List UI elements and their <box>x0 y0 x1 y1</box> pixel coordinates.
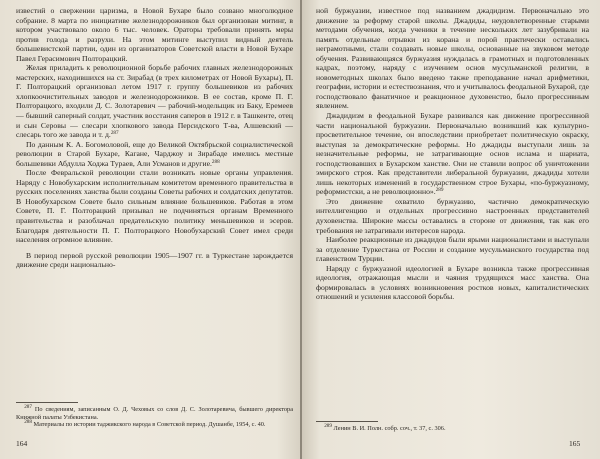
footnote-rule <box>316 421 378 422</box>
paragraph: ной буржуазии, известное под названием джадидизм. Первоначально это движение за реформу старой школы. Джадиды, неудовлетворенные старыми методами обучения, когда ученики в течение нескольких лет зазубривали на память отдельные отрывки из корана и порой практически оставались неграмотными, стали создавать новые школы, основанные на звуковом методе обучения. Развивающаяся буржуазия нуждалась в грамотных и подготовленных кадрах, поэтому, наряду с изучением основ мусульманской религии, в новометодных школах было введено также преподавание начал арифметики, географии, истории и естествознания, что и учитывалось феодальной Бухарой, где господствовало фанатичное и реакционное духовенство, было прогрессивным явлением. <box>316 6 589 111</box>
footnote-ref: 289 <box>435 187 444 194</box>
footnote-ref: 287 <box>110 130 119 137</box>
page-number: 165 <box>569 439 581 448</box>
left-footnotes <box>16 402 293 429</box>
paragraph: Наиболее реакционные из джадидов были ярыми националистами и выступали за отделение Туркестана от России и создание мусульманского государства под главенством Турции. <box>316 235 589 264</box>
footnote-ref: 288 <box>211 158 220 165</box>
right-page-text <box>316 6 589 302</box>
paragraph: После Февральской революции стали возникать новые органы управления. Наряду с Новобухарским исполнительным комитетом временного правительства в русских поселениях ханства были созданы Советы рабочих и солдатских депутатов. В Новобухарском Совете было сильным влияние большевиков. Работая в этом Совете, П. Г. Полторацкий призывал не подчиняться органам Временного правительства и разоблачал предательскую политику меньшевиков и эсеров. Благодаря деятельности П. Г. Полторацкого Новобухарский Совет имел среди населения огромное влияние. <box>16 168 293 245</box>
footnote: $^{288}$ Материалы по истории таджикского народа в Советской период. Душанбе, 1954, с. 40. <box>24 419 266 429</box>
page-number: 164 <box>16 439 28 448</box>
paragraph: Джадидизм в феодальной Бухаре развивался как движение прогрессивной части национальной буржуазии. Первоначально возникший как культурно-просветительное течение, он впоследствии приобретает политическую окраску, выступая за демократические реформы. Но джадиды выступали лишь за незначительные реформы, не затрагивающие основ ислама и шариата, господствовавших в Бухарском ханстве. Они не ставили вопрос об уничтожении эмирского строя. Как представители либеральной буржуазии, джадиды хотели лишь некоторых изменений в государственном строе Бухары, «по-буржуазному, реформистски, а не революционно».$^{289}$ <box>316 111 589 197</box>
right-page <box>302 0 600 459</box>
footnote: $^{287}$ По сведениям, записанным О. Д. Чеховых со слов Д. С. Золотаревича, бывшего директора Книжной палаты Узбекистана. <box>16 404 293 421</box>
paragraph: Это движение охватило буржуазию, частично демократическую интеллигенцию и отдельных прогрессивно настроенных представителей духовенства. Широкие массы оставались в стороне от движения, так как его требования не затрагивали интересов народа. <box>316 196 589 235</box>
left-page-text <box>16 6 293 270</box>
paragraph: известий о свержении царизма, в Новой Бухаре было созвано многолюдное собрание. 8 марта по инициативе железнодорожников был организован митинг, в котором участвовало около 6 тыс. человек. Ораторы требовали принять меры против голода и разрухи. На этом митинге выступил видный деятель большевистской партии, один из организаторов Советской власти в Новой Бухаре Павел Герасимович Полторацкий. <box>16 6 293 63</box>
paragraph: По данным К. А. Богомоловой, еще до Великой Октябрьской социалистической революции в Старой Бухаре, Кагане, Чарджоу и Зирабаде имелись местные большевики Абдулла Ходжа Тураев, Али Усманов и другие.$^{288}$ <box>16 139 293 168</box>
paragraph: В период первой русской революции 1905—1907 гг. в Туркестане зарождается движение среди национально- <box>16 250 293 270</box>
footnote-rule <box>16 402 78 403</box>
paragraph: Наряду с буржуазной идеологией в Бухаре возникла также прогрессивная идеология, отражающая мысли и чаяния трудящихся масс ханства. Она формировалась в условиях возникновения ростков новых, капиталистических отношений и усиления классовой борьбы. <box>316 263 589 302</box>
right-footnotes <box>316 421 589 433</box>
paragraph: Желая приладить к революционной борьбе рабочих главных железнодорожных мастерских, находившихся на ст. Зирабад (в трех километрах от Новой Бухары), П. Г. Полторацкий организовал летом 1917 г. группу большевиков из рабочих хлопкоочистительных заводов и железнодорожников. В ее состав, кроме П. Г. Полторацкого, входили Д. С. Золотаревич — рабочий-модельщик из Баку, Еремеев — бывший саперный солдат, участник восстания саперов в 1912 г. в Ташкенте, отец и сын Серовы — слесари хлопкового завода Персидского Т-ва, Алшевский — слесарь того же завода и т. д.$^{287}$ <box>16 63 293 140</box>
footnote: $^{289}$ Ленин В. И. Полн. собр. соч., т. 37, с. 306. <box>324 423 446 432</box>
